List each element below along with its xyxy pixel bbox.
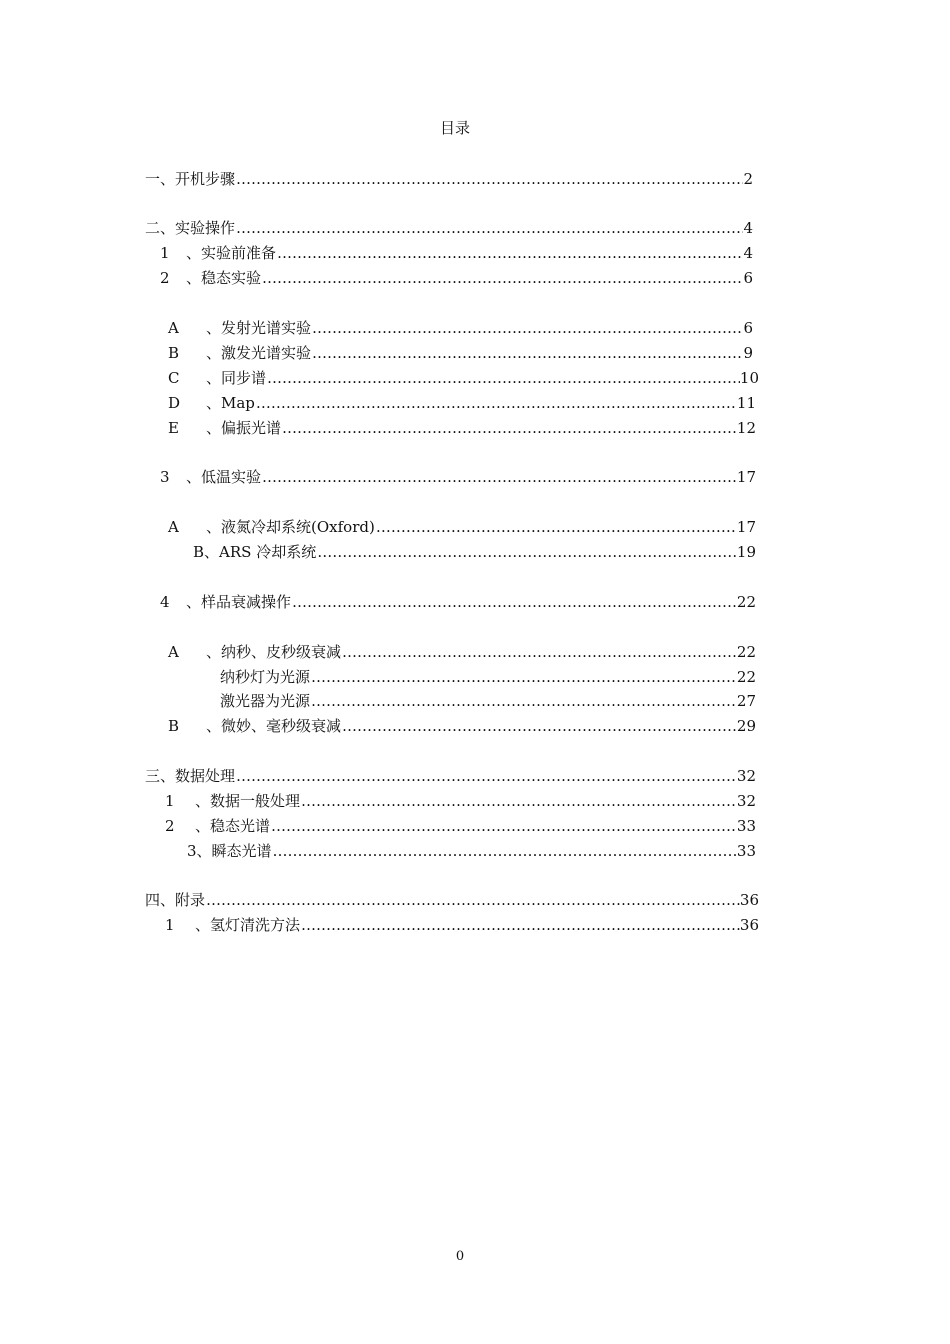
toc-entry-page: 36 [739, 916, 759, 934]
toc-entry-page: 33 [736, 817, 756, 835]
toc-entry-label: 四、附录 [145, 891, 206, 909]
toc-entry-label: 、样品衰减操作 [186, 593, 292, 611]
toc-leader-dots [291, 591, 737, 613]
toc-entry-label: 、稳态实验 [186, 269, 262, 287]
toc-entry-label: 、微妙、毫秒级衰减 [206, 717, 342, 735]
toc-entry-page: 9 [743, 344, 753, 362]
toc-entry [168, 342, 753, 364]
toc-entry-page: 12 [736, 419, 756, 437]
toc-entry [168, 317, 753, 339]
toc-entry-page: 32 [736, 767, 756, 785]
toc-entry-number: E [168, 419, 179, 437]
toc-leader-dots [311, 342, 743, 364]
toc-entry-label: 纳秒灯为光源 [220, 668, 311, 686]
toc-entry-page: 27 [736, 692, 756, 710]
toc-entry [168, 641, 756, 663]
toc-entry-label: 、同步谱 [206, 369, 267, 387]
toc-leader-dots [235, 765, 737, 787]
toc-entry-number: A [168, 518, 179, 536]
toc-entry [145, 168, 753, 190]
toc-entry-number: 3 [160, 468, 170, 486]
toc-entry-page: 32 [736, 792, 756, 810]
toc-entry-number: 4 [160, 593, 170, 611]
toc-leader-dots [311, 317, 743, 339]
toc-entry-label: 、低温实验 [186, 468, 262, 486]
toc-entry-page: 36 [739, 891, 759, 909]
toc-leader-dots [281, 417, 737, 439]
toc-entry-page: 33 [736, 842, 756, 860]
toc-leader-dots [235, 217, 743, 239]
toc-entry-label: B、ARS 冷却系统 [193, 543, 317, 561]
toc-entry-page: 17 [736, 518, 756, 536]
toc-leader-dots [310, 666, 737, 688]
toc-entry-label: 、偏振光谱 [206, 419, 282, 437]
toc-entry-page: 29 [736, 717, 756, 735]
toc-entry-number: C [168, 369, 180, 387]
toc-entry-page: 22 [736, 593, 756, 611]
toc-leader-dots [316, 541, 737, 563]
toc-leader-dots [261, 267, 743, 289]
toc-entry [168, 417, 756, 439]
toc-leader-dots [266, 367, 740, 389]
toc-leader-dots [341, 641, 737, 663]
toc-entry-label: 三、数据处理 [145, 767, 236, 785]
toc-entry-number: 1 [165, 916, 175, 934]
toc-entry-label: 、实验前准备 [186, 244, 277, 262]
toc-leader-dots [261, 466, 737, 488]
toc-entry-label: 激光器为光源 [220, 692, 311, 710]
toc-leader-dots [310, 690, 737, 712]
toc-entry-number: 1 [160, 244, 170, 262]
toc-entry-number: 2 [160, 269, 170, 287]
toc-entry [187, 840, 756, 862]
toc-entry [220, 666, 756, 688]
toc-leader-dots [272, 840, 737, 862]
toc-entry-page: 19 [736, 543, 756, 561]
toc-entry-label: 一、开机步骤 [145, 170, 236, 188]
toc-entry [168, 367, 759, 389]
toc-entry-page: 22 [736, 668, 756, 686]
toc-entry [160, 591, 756, 613]
toc-entry-label: 、发射光谱实验 [206, 319, 312, 337]
toc-entry-number: 1 [165, 792, 175, 810]
toc-entry-label: 、液氮冷却系统(Oxford) [206, 518, 375, 536]
toc-entry [193, 541, 756, 563]
toc-entry-label: 3、瞬态光谱 [187, 842, 272, 860]
toc-entry-page: 4 [743, 244, 753, 262]
toc-entry [160, 466, 756, 488]
toc-entry [165, 815, 756, 837]
toc-entry [168, 516, 756, 538]
toc-entry-label: 、Map [206, 394, 255, 412]
toc-entry [168, 392, 756, 414]
toc-entry-number: A [168, 319, 179, 337]
toc-entry-label: 二、实验操作 [145, 219, 236, 237]
toc-entry [145, 765, 756, 787]
toc-entry-number: B [168, 717, 180, 735]
toc-entry-number: A [168, 643, 179, 661]
toc-entry-page: 2 [743, 170, 753, 188]
toc-entry-number: D [168, 394, 181, 412]
toc-title: 目录 [439, 119, 470, 137]
toc-entry-number: 2 [165, 817, 175, 835]
toc-entry-page: 6 [743, 269, 753, 287]
toc-entry-label: 、纳秒、皮秒级衰减 [206, 643, 342, 661]
toc-entry-page: 10 [739, 369, 759, 387]
toc-entry [145, 889, 759, 911]
toc-entry-label: 、氢灯清洗方法 [195, 916, 301, 934]
page-number: 0 [455, 1249, 465, 1264]
toc-entry-page: 11 [736, 394, 756, 412]
toc-leader-dots [300, 914, 740, 936]
toc-leader-dots [341, 715, 737, 737]
toc-leader-dots [235, 168, 743, 190]
toc-leader-dots [255, 392, 737, 414]
toc-entry-number: B [168, 344, 180, 362]
toc-entry-label: 、稳态光谱 [195, 817, 271, 835]
toc-entry-page: 6 [743, 319, 753, 337]
toc-leader-dots [375, 516, 737, 538]
toc-entry [165, 790, 756, 812]
toc-entry [145, 217, 753, 239]
toc-leader-dots [270, 815, 737, 837]
toc-entry-label: 、数据一般处理 [195, 792, 301, 810]
toc-entry-page: 4 [743, 219, 753, 237]
toc-entry [220, 690, 756, 712]
toc-leader-dots [276, 242, 743, 264]
toc-leader-dots [205, 889, 740, 911]
toc-entry-page: 17 [736, 468, 756, 486]
toc-entry [160, 242, 753, 264]
toc-entry [168, 715, 756, 737]
toc-leader-dots [300, 790, 737, 812]
toc-entry-label: 、激发光谱实验 [206, 344, 312, 362]
toc-entry-page: 22 [736, 643, 756, 661]
toc-entry [165, 914, 759, 936]
toc-entry [160, 267, 753, 289]
